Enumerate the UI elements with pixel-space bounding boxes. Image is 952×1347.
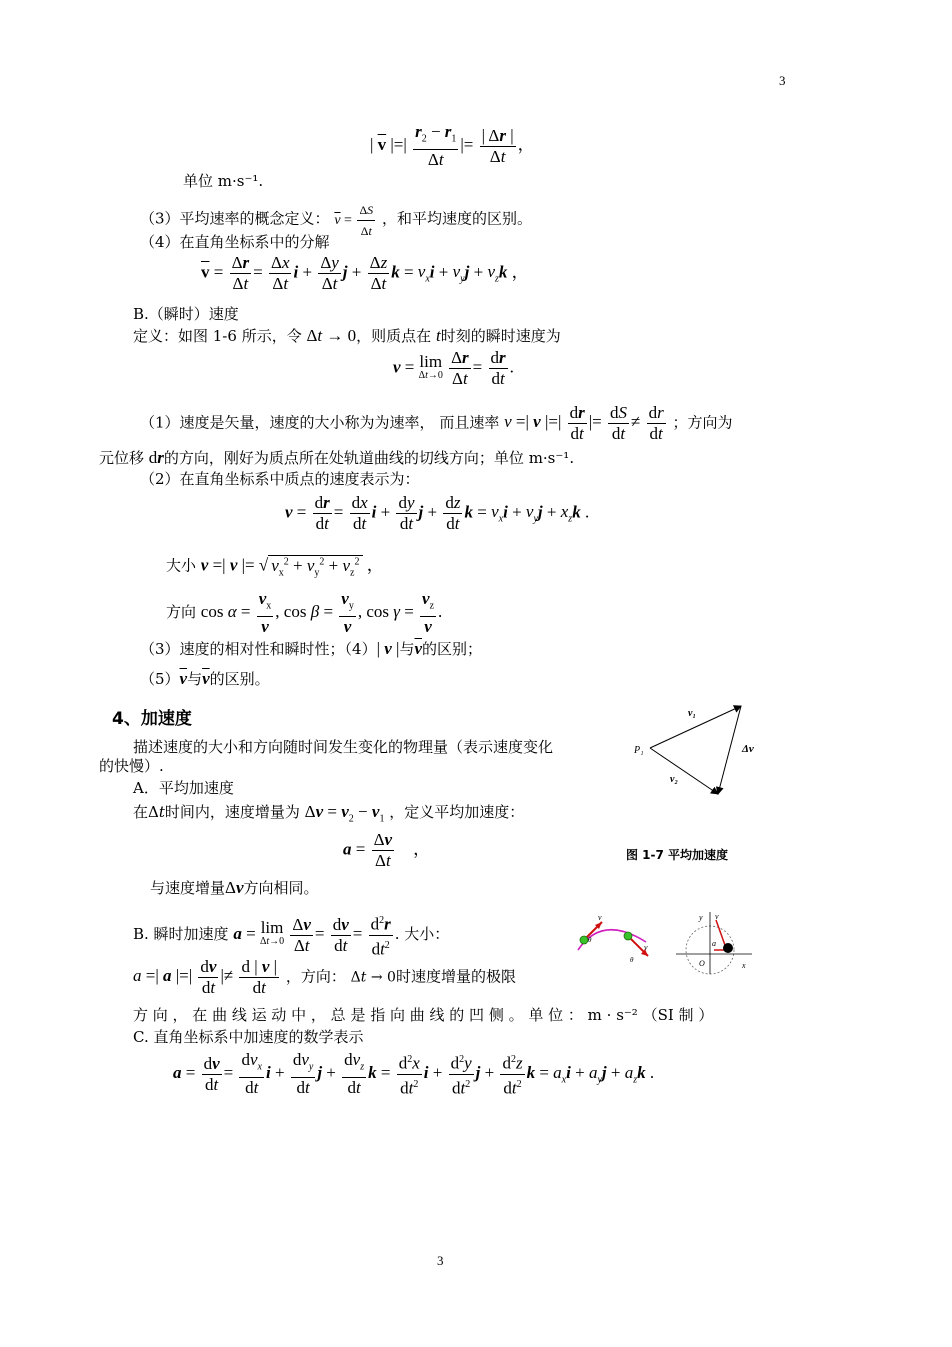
particle-point-2 — [624, 932, 632, 940]
curved-trajectory-figure — [572, 912, 662, 964]
acceleration-description-2: 的快慢）. — [99, 757, 164, 775]
v1-label: v₁ — [688, 708, 696, 719]
circular-motion-figure — [676, 906, 756, 976]
v2-arrow — [650, 748, 718, 794]
velocity-increment-line: 在Δt时间内，速度增量为 $\Delta v = v_2 - v_1$ ，定义平均加速度： — [133, 802, 525, 825]
y-axis-label: y — [699, 913, 703, 922]
acceleration-label: a — [712, 939, 716, 948]
displacement-direction-line: 元位移 dr的方向，刚好为质点所在处轨道曲线的切线方向；单位 m·s⁻¹. — [99, 448, 575, 467]
velocity-label: v — [715, 912, 719, 921]
acceleration-direction-line: 方 向 ， 在 曲 线 运 动 中 ， 总 是 指 向 曲 线 的 凹 侧 。 单 位 ： m · s⁻² （SI 制 ） — [133, 1006, 714, 1024]
p1-label: P₁ — [634, 745, 644, 756]
delta-v-arrow — [718, 706, 741, 794]
avg-speed-magnitude-formula: | $\overline{v}$ |=| $\frac{r_2 - r_1}{\Delta t}$ |= $\frac{| \Delta r |}{\Delta t}$ ， — [370, 122, 535, 170]
cartesian-velocity-formula: v = $\frac{dr}{dt}$ = $\frac{dx}{dt}$ i + $\frac{dy}{dt}$ j + $\frac{dz}{dt}$ $k = v_xi + v_yj + x_zk$ . — [285, 493, 590, 533]
same-direction-line: 与速度增量Δv方向相同。 — [150, 878, 319, 897]
v-label-2: v — [644, 943, 648, 952]
difference-line: $(5)\overline{v}$与$\overline{v}$的区别。 — [140, 669, 270, 688]
theta-label-1: θ — [588, 936, 592, 944]
speed-scalar-line: （1）速度是矢量，速度的大小称为为速率， 而且速率 v =| v |=| $\frac{dr}{dt}$ |= $\frac{dS}{dt}$ ≠ $\frac{dr}{dt}$ ；方向为 — [140, 403, 733, 443]
avg-velocity-decomposition-formula: $\overline{v}$ = $\frac{\Delta r}{\Delta t}$ = $\frac{\Delta x}{\Delta t}$ i + $\frac{\Delta y}{\Delta t}$ j + $\frac{\Delta z}{\Delta t}$ $k = v_xi + v_yj + v_zk$ ， — [201, 253, 529, 293]
instant-acceleration-line: B. 瞬时加速度 a = lim Δt→0 $\frac{\Delta v}{\Delta t}$ = $\frac{dv}{dt}$ = $\frac{d^2r}{dt^2}$ . 大小： — [133, 911, 449, 959]
average-acceleration-heading: A．平均加速度 — [133, 779, 234, 797]
acceleration-magnitude-line: a =| a |=| $\frac{dv}{dt}$ |≠ $\frac{d | v |}{dt}$ ，方向： Δt → 0时速度增量的极限 — [133, 957, 516, 997]
unit-speed-text: 单位 m·s⁻¹. — [183, 172, 264, 190]
velocity-arrow — [716, 920, 726, 948]
page-number-bottom: 3 — [437, 1253, 444, 1268]
average-acceleration-formula: a = $\frac{\Delta v}{\Delta t}$ ， — [343, 830, 431, 870]
magnitude-line: 大小 v =| v |= √ $v_x^2 + v_y^2 + v_z^2$ ， — [166, 555, 384, 579]
cartesian-velocity-heading: （2）在直角坐标系中质点的速度表示为： — [140, 470, 420, 488]
theta-label-2: θ — [630, 956, 634, 964]
x-axis-label: x — [742, 961, 746, 970]
acceleration-description-1: 描述速度的大小和方向随时间发生变化的物理量（表示速度变化 — [133, 738, 554, 756]
origin-label: O — [699, 959, 705, 968]
instant-velocity-formula: v = lim Δt→0 $\frac{\Delta r}{\Delta t}$ = $\frac{dr}{dt}$ . — [393, 348, 514, 388]
v2-label: v₂ — [670, 774, 678, 785]
particle-point-1 — [580, 936, 588, 944]
direction-cosines-line: 方向 cos α = $\frac{v_x}{v}$ , cos β = $\frac{v_y}{v}$ , cos γ = $\frac{v_z}{v}$ . — [166, 589, 443, 637]
delta-v-label: Δv — [742, 743, 754, 755]
definition-line: 定义：如图 1-6 所示，令 Δt → 0，则质点在 t时刻的瞬时速度为 — [133, 326, 561, 345]
avg-rate-line: （3）平均速率的概念定义： $\overline{v}$ = $\frac{\Delta S}{\Delta t}$ ，和平均速度的区别。 — [140, 200, 532, 241]
v-label-1: v — [598, 913, 602, 922]
particle-point — [723, 943, 733, 953]
instant-velocity-heading: B.（瞬时）速度 — [133, 305, 239, 323]
figure-1-7-caption: 图 1-7 平均加速度 — [626, 848, 729, 862]
section-acceleration-heading: 4、加速度 — [112, 709, 192, 729]
cartesian-acceleration-formula: a = $\frac{dv}{dt}$ = $\frac{dv_x}{dt}$ i + $\frac{dv_y}{dt}$ j + $\frac{dv_z}{dt}$ k = $\frac{d^2x}{dt^2}$ i + $\frac{d^2y}{dt^2}$ j + $\frac{d^2z}{dt^2}$ $k = a_xi + a_yj + a_zk$ . — [173, 1050, 655, 1098]
decomposition-heading: （4）在直角坐标系中的分解 — [140, 233, 330, 251]
relativity-line: （3）速度的相对性和瞬时性；（4）| v |与$\overline{v}$的区别； — [140, 639, 483, 658]
figure-1-7-vector-triangle — [628, 700, 768, 800]
cartesian-acceleration-heading: C. 直角坐标系中加速度的数学表示 — [133, 1028, 364, 1046]
page-number-top: 3 — [779, 73, 786, 88]
